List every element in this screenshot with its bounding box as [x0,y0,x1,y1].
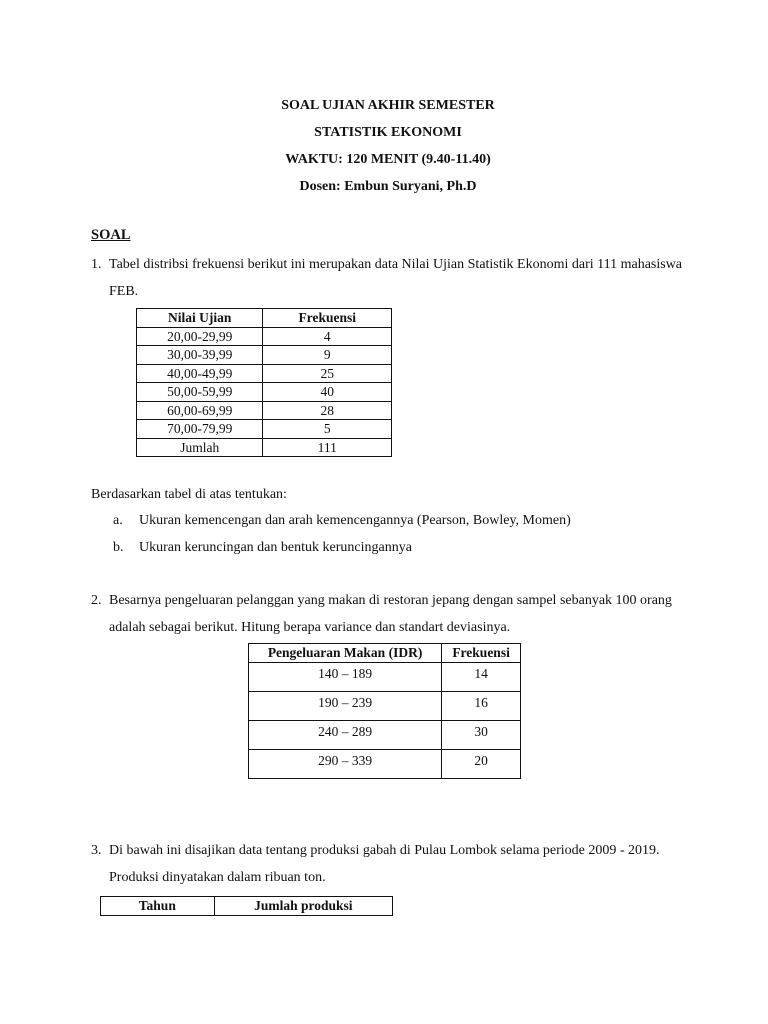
option-text: Ukuran kemencengan dan arah kemencengannya (Pearson, Bowley, Momen) [139,513,571,528]
expense-frequency-table [248,643,521,779]
table-cell: 70,00-79,99 [137,420,263,439]
table-cell: 30 [442,721,521,750]
table-cell: 28 [263,401,392,420]
option-letter: b. [113,540,124,555]
question-number: 2. [91,593,102,608]
option-a [113,507,571,534]
table-row [137,346,392,365]
question-number: 1. [91,257,102,272]
table-cell: 140 – 189 [249,663,442,692]
table-cell: 50,00-59,99 [137,383,263,402]
option-letter: a. [113,513,123,528]
table-cell: 60,00-69,99 [137,401,263,420]
option-b [113,534,412,561]
table-row [137,401,392,420]
table-row [249,663,521,692]
option-text: Ukuran keruncingan dan bentuk keruncingannya [139,540,412,555]
lecturer-name: Dosen: Embun Suryani, Ph.D [299,179,477,194]
table-cell: 16 [442,692,521,721]
table-row [137,420,392,439]
table-cell: 111 [263,438,392,457]
table-row [249,750,521,779]
table-cell: 40 [263,383,392,402]
table-cell: 40,00-49,99 [137,364,263,383]
table-cell: 14 [442,663,521,692]
table-cell: 9 [263,346,392,365]
table-cell: 240 – 289 [249,721,442,750]
production-table [100,896,393,916]
question-text: Di bawah ini disajikan data tentang produksi gabah di Pulau Lombok selama periode 2009 - 2019. Produksi dinyatakan dalam ribuan ton. [109,843,660,885]
table-row [137,327,392,346]
question-text: Besarnya pengeluaran pelanggan yang makan di restoran jepang dengan sampel sebanyak 100 orang adalah sebagai berikut. Hitung berapa variance dan standart deviasinya. [109,593,672,635]
table-header-row [249,644,521,663]
table-cell: 30,00-39,99 [137,346,263,365]
table-cell: 190 – 239 [249,692,442,721]
table-header-cell: Pengeluaran Makan (IDR) [249,644,442,663]
question-number: 3. [91,843,102,858]
table-cell: 5 [263,420,392,439]
table-row [137,364,392,383]
table-header-cell: Nilai Ujian [137,309,263,328]
question-2 [91,587,676,641]
question-1 [91,251,691,305]
soal-heading: SOAL [91,227,131,243]
table-row [137,383,392,402]
table-row [249,692,521,721]
table-header-cell: Frekuensi [442,644,521,663]
exam-header [0,92,768,200]
table-cell: 290 – 339 [249,750,442,779]
table-header-row [101,897,393,916]
question-text: Tabel distribsi frekuensi berikut ini merupakan data Nilai Ujian Statistik Ekonomi dari 111 mahasiswa FEB. [109,257,683,299]
table-cell: 20 [442,750,521,779]
question-3 [91,837,676,891]
table-cell: Jumlah [137,438,263,457]
course-title: STATISTIK EKONOMI [314,125,462,140]
table-header-row [137,309,392,328]
instruction-text: Berdasarkan tabel di atas tentukan: [91,487,287,502]
table-row [249,721,521,750]
table-cell: 20,00-29,99 [137,327,263,346]
table-cell: 4 [263,327,392,346]
table-header-cell: Tahun [101,897,215,916]
exam-time: WAKTU: 120 MENIT (9.40-11.40) [285,152,491,167]
grade-frequency-table [136,308,392,457]
exam-title: SOAL UJIAN AKHIR SEMESTER [281,98,495,113]
table-total-row [137,438,392,457]
table-header-cell: Jumlah produksi [214,897,392,916]
table-header-cell: Frekuensi [263,309,392,328]
table-cell: 25 [263,364,392,383]
